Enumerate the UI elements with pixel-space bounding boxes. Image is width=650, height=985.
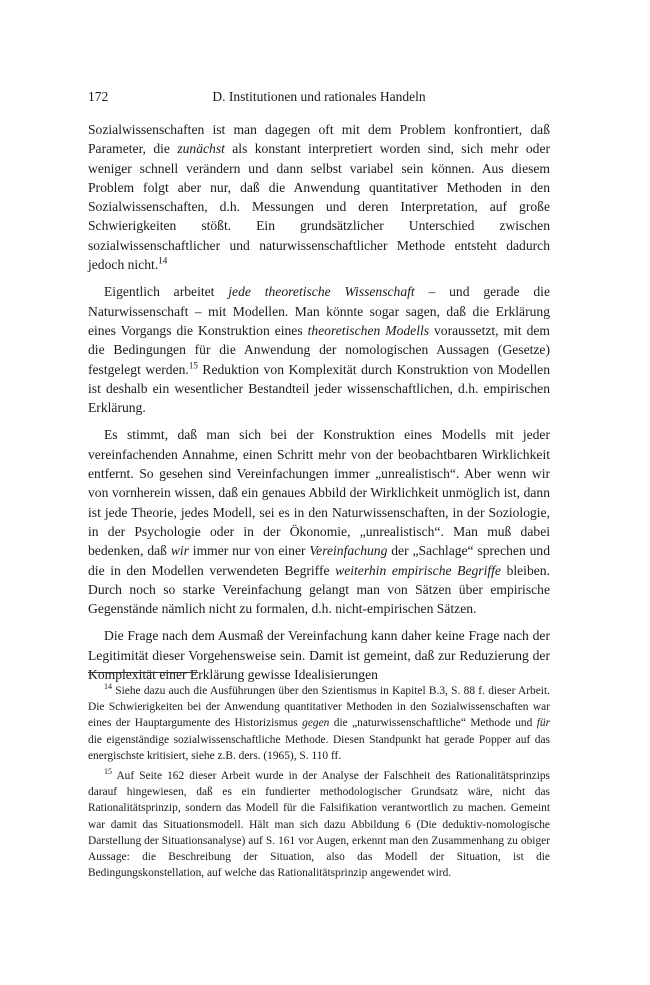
text-run: der „Sachlage“ sprechen und die in den Modellen verwendeten Begriffe (88, 543, 550, 578)
emphasis: weiterhin empirische Begriffe (335, 562, 501, 578)
text-run: Auf Seite 162 dieser Arbeit wurde in der Analyse der Falschheit des Rationalitätsprinzips darauf hingewiesen, daß es ein fundierter methodologischer Grundsatz wäre, nicht das Rationalitätsprinzip, sondern das Modell für die Falsifikation verantwortlich zu machen. Gemeint war damit das Situationsmodell. Hält man sich dazu Abbildung 6 (Die deduktiv-nomologische Darstellung der Situationsanalyse) auf S. 161 vor Augen, erkennt man den Zusammenhang zu obiger Aussage: die Beschreibung der Situation, also das Modell der Situation, ist die Bedingungskonstellation, auf welche das Rationalitätsprinzip angewendet wird. (88, 770, 550, 880)
text-run: – und gerade die Naturwissenschaft – mit Modellen. Man könnte sogar sagen, daß die Erklärung eines Vorgangs die Konstruktion eines (88, 284, 550, 338)
emphasis: jede theoretische Wissenschaft (228, 284, 415, 300)
text-run: Eigentlich arbeitet (104, 284, 229, 300)
paragraph-3 (88, 425, 550, 618)
emphasis: wir (170, 543, 189, 559)
main-text (88, 120, 550, 692)
emphasis: zunächst (177, 141, 225, 157)
text-run: Sozialwissenschaften ist man dagegen oft mit dem Problem konfrontiert, daß Parameter, die (88, 122, 550, 157)
text-run: Es stimmt, daß man sich bei der Konstruktion eines Modells mit jeder vereinfachenden Annahme, einen Schritt mehr von der beobachtbaren Wirklichkeit entfernt. So gesehen sind Vereinfachungen immer „unrealistisch“. Aber wenn wir von vornherein wissen, daß ein genaues Abbild der Wirklichkeit unmöglich ist, dann ist jede Theorie, jedes Modell, sei es in den Naturwissenschaften, in der Soziologie, in der Psychologie oder in der Ökonomie, „unrealistisch“. Man muß dabei bedenken, daß (88, 427, 550, 559)
footnote-separator (88, 672, 198, 673)
text-run: die eigenständige sozialwissenschaftliche Methode. Diesen Standpunkt hat gerade Popper auf das energischste kritisiert, siehe z.B. ders. (1965), S. 110 ff. (88, 733, 550, 762)
text-run: als konstant interpretiert worden sind, sich mehr oder weniger schnell verändern und dann selbst variabel sein können. Aus diesem Problem folgt aber nur, daß die Anwendung quantitativer Methoden in den Sozialwissenschaften, d.h. Messungen und deren Interpretation, auf große Schwierigkeiten stößt. Ein grundsätzlicher Unterschied zwischen sozialwissenschaftlicher und naturwissenschaftlicher Methode entsteht dadurch jedoch nicht. (88, 141, 550, 273)
text-run: Reduktion von Komplexität durch Konstruktion von Modellen ist deshalb ein wesentlicher Bestandteil jeder wissenschaftlichen, d.h. empirischen Erklärung. (88, 361, 550, 416)
footnote-15 (88, 768, 550, 881)
paragraph-2 (88, 282, 550, 417)
page-number: 172 (88, 89, 109, 104)
emphasis: theoretischen Modells (307, 322, 430, 338)
paragraph-4 (88, 626, 550, 684)
footnote-14 (88, 683, 550, 764)
page-header (88, 86, 550, 108)
running-title: D. Institutionen und rationales Handeln (212, 89, 426, 104)
footnote-ref-15[interactable]: 15 (188, 360, 198, 371)
text-run: die „naturwissenschaftliche“ Methode und (329, 717, 537, 730)
text-run: immer nur von einer (188, 543, 310, 559)
footnotes (88, 683, 550, 885)
text-run: voraussetzt, mit dem die Bedingungen für die Anwendung der nomologischen Aussagen (Gesetze) festgelegt werden. (88, 322, 550, 377)
emphasis: gegen (302, 717, 330, 730)
emphasis: für (536, 717, 551, 730)
text-run: bleiben. Durch noch so starke Vereinfachung gelangt man von Sätzen über empirische Gegenstände nämlich nicht zu formalen, d.h. nicht-empirischen Sätzen. (88, 562, 550, 617)
footnote-mark: 15 (104, 767, 112, 777)
paragraph-1 (88, 120, 550, 274)
text-run: Siehe dazu auch die Ausführungen über den Szientismus in Kapitel B.3, S. 88 f. dieser Arbeit. Die Schwierigkeiten bei der Anwendung quantitativer Methoden in den Sozialwissenschaften war eines der Hauptargumente des Historizismus (88, 685, 550, 730)
footnote-mark: 14 (104, 682, 112, 692)
text-run: Die Frage nach dem Ausmaß der Vereinfachung kann daher keine Frage nach der Legitimität dieser Vorgehensweise sein. Damit ist gemeint, daß zur Reduzierung der Komplexität einer Erklärung gewisse Idealisierungen (88, 628, 550, 683)
footnote-ref-14[interactable]: 14 (158, 255, 168, 266)
emphasis: Vereinfachung (309, 543, 388, 559)
